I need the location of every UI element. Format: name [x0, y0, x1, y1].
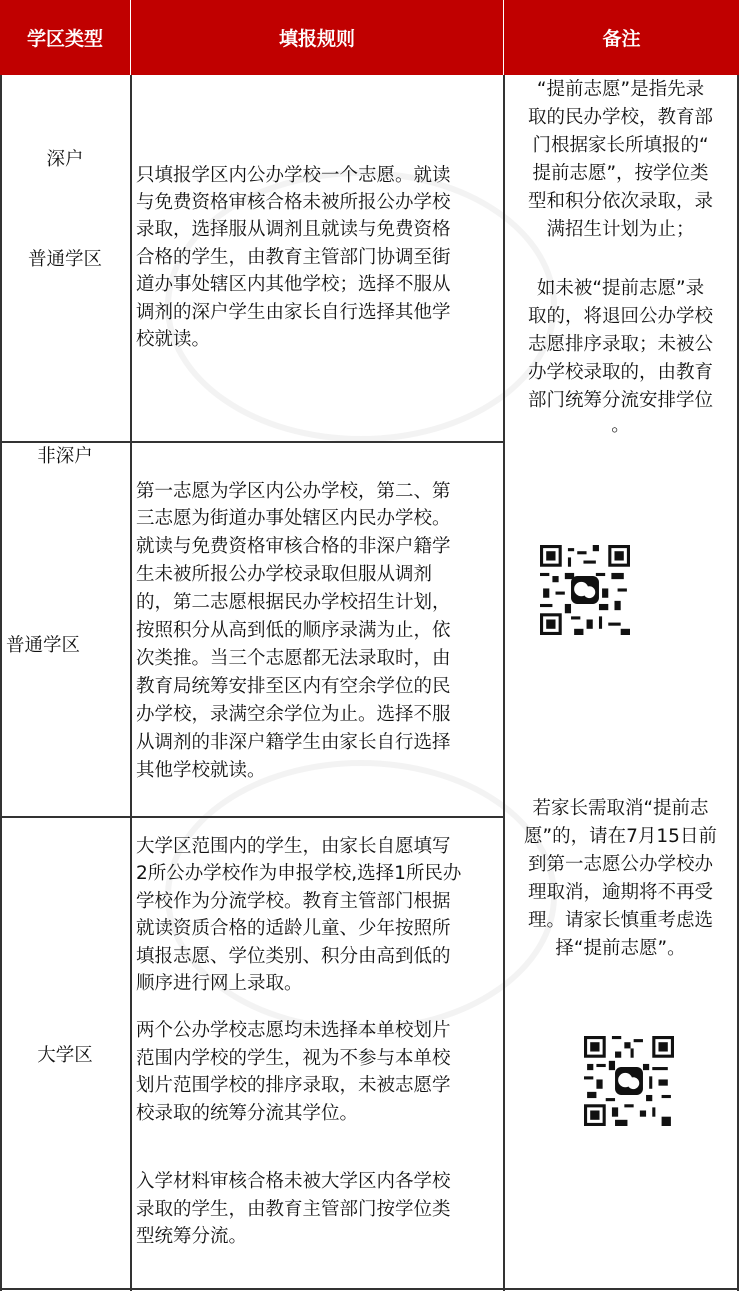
remark-p3-line6: 择“提前志愿”。: [555, 938, 686, 959]
remark-p2-line6: 。: [611, 415, 630, 436]
remark-p3-line2: 愿”的，请在7月15日前: [524, 826, 717, 847]
row2-type-line2: 普通学区: [6, 635, 81, 656]
row2-rule-line7: 次类推。当三个志愿都无法录取时，由: [136, 648, 451, 669]
remark-p3-line3: 到第一志愿公办学校办: [527, 854, 713, 875]
row2-rule-line9: 办学校，录满空余学位为止。选择不服: [136, 704, 451, 725]
row2-rule-line4: 生未被所报公办学校录取但服从调剂: [136, 564, 433, 585]
border-col2: [503, 75, 505, 1291]
row3-rule-p2-line4: 校录取的统筹分流其学位。: [136, 1103, 359, 1124]
row2-rule-line8: 教育局统筹安排至区内有空余学位的民: [136, 676, 451, 697]
row1-rule-line7: 校就读。: [136, 329, 211, 350]
row3-rule-p1-line1: 大学区范围内的学生，由家长自愿填写: [136, 836, 451, 857]
row2-rule-line10: 从调剂的非深户籍学生由家长自行选择: [136, 732, 451, 753]
wechat-qr-code-icon: [584, 1036, 674, 1126]
border-row2: [0, 816, 504, 818]
wechat-qr-code-icon: [540, 545, 630, 635]
row2-rule-line6: 按照积分从高到低的顺序录满为止，依: [136, 620, 451, 641]
row2-rule-line11: 其他学校就读。: [136, 760, 266, 781]
remark-p1-line3: 门根据家长所填报的“: [532, 135, 709, 156]
header-remark: 备注: [504, 0, 739, 75]
border-right: [737, 75, 739, 1291]
row3-rule-p2-line2: 范围内学校的学生，视为不参与本单校: [136, 1048, 451, 1069]
row1-rule-line3: 录取，选择服从调剂且就读与免费资格: [136, 219, 451, 240]
remark-p2-line3: 志愿排序录取；未被公: [527, 334, 713, 355]
row1-type-line2: 普通学区: [27, 249, 102, 270]
row3-type-line1: 大学区: [37, 1045, 93, 1066]
row2-type-line1: 非深户: [37, 446, 93, 467]
row3-rule-p1-line5: 填报志愿、学位类别、积分由高到低的: [136, 946, 451, 967]
row3-rule-p1-line2: 2所公办学校作为申报学校,选择1所民办: [136, 863, 462, 884]
row1-rule-line6: 调剂的深户学生由家长自行选择其他学: [136, 302, 451, 323]
row2-rule-line2: 三志愿为街道办事处辖区内民办学校。: [136, 508, 451, 529]
remark-p1-line4: 提前志愿”，按学位类: [532, 163, 709, 184]
row2-rule-line5: 的，第二志愿根据民办学校招生计划，: [136, 592, 451, 613]
remark-p1-line2: 取的民办学校，教育部: [527, 107, 713, 128]
row3-rule-p2-line1: 两个公办学校志愿均未选择本单校划片: [136, 1020, 451, 1041]
remark-p1-line1: “提前志愿”是指先录: [536, 79, 705, 100]
border-col1: [130, 75, 132, 1291]
remark-p3-line1: 若家长需取消“提前志: [532, 798, 709, 819]
header-type: 学区类型: [0, 0, 130, 75]
row3-rule-p1-line4: 就读资质合格的适龄儿童、少年按照所: [136, 918, 451, 939]
remark-p2-line4: 办学校录取的，由教育: [527, 362, 713, 383]
row1-rule-line5: 道办事处辖区内其他学校；选择不服从: [136, 274, 451, 295]
header-rule: 填报规则: [131, 0, 503, 75]
row3-rule-p2-line3: 划片范围学校的排序录取，未被志愿学: [136, 1075, 451, 1096]
remark-p2-line1: 如未被“提前志愿”录: [536, 278, 705, 299]
row3-rule-p1-line3: 学校作为分流学校。教育主管部门根据: [136, 891, 451, 912]
remark-p3-line5: 理。请家长慎重考虑选: [527, 910, 713, 931]
row2-rule-line3: 就读与免费资格审核合格的非深户籍学: [136, 536, 451, 557]
row3-rule-p3-line2: 录取的学生，由教育主管部门按学位类: [136, 1199, 451, 1220]
remark-p2-line2: 取的，将退回公办学校: [527, 306, 713, 327]
border-bottom: [0, 1288, 739, 1290]
row3-rule-p3-line1: 入学材料审核合格未被大学区内各学校: [136, 1171, 451, 1192]
row1-type-line1: 深户: [46, 149, 84, 170]
row2-rule-line1: 第一志愿为学区内公办学校，第二、第: [136, 481, 451, 502]
remark-p2-line5: 部门统筹分流安排学位: [527, 390, 713, 411]
row3-rule-p1-line6: 顺序进行网上录取。: [136, 973, 303, 994]
row1-rule-line4: 合格的学生，由教育主管部门协调至街: [136, 247, 451, 268]
remark-p1-line5: 型和积分依次录取，录: [527, 191, 713, 212]
row1-rule-line2: 与免费资格审核合格未被所报公办学校: [136, 192, 451, 213]
row3-rule-p3-line3: 型统筹分流。: [136, 1226, 248, 1247]
remark-p1-line6: 满招生计划为止；: [546, 219, 695, 240]
remark-p3-line4: 理取消，逾期将不再受: [527, 882, 713, 903]
row1-rule-line1: 只填报学区内公办学校一个志愿。就读: [136, 165, 451, 186]
